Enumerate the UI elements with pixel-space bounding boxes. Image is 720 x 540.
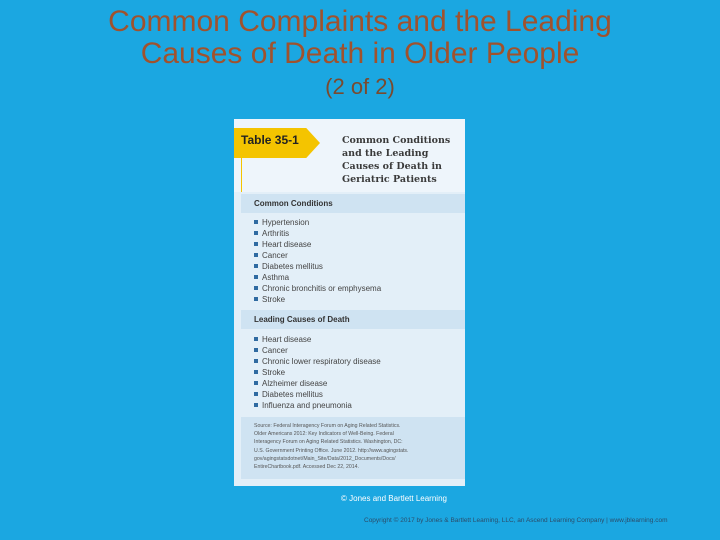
slide-title-line-2: Causes of Death in Older People: [140, 37, 580, 70]
table-accent-line: [241, 158, 242, 192]
list-item: Asthma: [234, 272, 465, 283]
copyright-footer: Copyright © 2017 by Jones & Bartlett Learning, LLC, an Ascend Learning Company | www.jblearning.com: [364, 517, 668, 524]
list-item: Arthritis: [234, 228, 465, 239]
leading-causes-list: [234, 334, 465, 411]
list-item: Stroke: [234, 367, 465, 378]
list-item: Alzheimer disease: [234, 378, 465, 389]
source-line: EntireChartbook.pdf. Accessed Dec 22, 2014.: [254, 464, 359, 471]
image-credit: © Jones and Bartlett Learning: [341, 494, 447, 503]
source-text: [254, 422, 454, 471]
list-item: Heart disease: [234, 239, 465, 250]
source-line: Interagency Forum on Aging Related Statistics. Washington, DC:: [254, 439, 403, 446]
list-item: Chronic lower respiratory disease: [234, 356, 465, 367]
table-heading-line: Common Conditions: [342, 135, 451, 146]
list-item: Cancer: [234, 250, 465, 261]
list-item: Cancer: [234, 345, 465, 356]
common-conditions-list: [234, 217, 465, 305]
source-line: U.S. Government Printing Office. June 2012. http://www.agingstats.: [254, 447, 409, 454]
list-item: Stroke: [234, 294, 465, 305]
table-heading-line: Causes of Death in: [342, 161, 442, 172]
source-line: Source: Federal Interagency Forum on Aging Related Statistics.: [254, 423, 401, 429]
list-item: Heart disease: [234, 334, 465, 345]
section-header-leading-causes: Leading Causes of Death: [241, 310, 465, 329]
table-heading-line: Geriatric Patients: [342, 174, 437, 185]
section-header-common-conditions: Common Conditions: [241, 194, 465, 213]
list-item: Diabetes mellitus: [234, 261, 465, 272]
slide-title: [0, 6, 720, 70]
slide-subtitle: (2 of 2): [325, 74, 395, 99]
list-item: Influenza and pneumonia: [234, 400, 465, 411]
list-item: Chronic bronchitis or emphysema: [234, 283, 465, 294]
list-item: Hypertension: [234, 217, 465, 228]
source-line: Older Americans 2012: Key Indicators of Well-Being. Federal: [254, 431, 394, 438]
table-figure: [234, 119, 465, 486]
source-note: [241, 417, 465, 479]
table-heading: [342, 134, 462, 186]
source-line: gov/agingstatsdotnet/Main_Site/Data/2012_Documents/Docs/: [254, 455, 396, 462]
table-label: Table 35-1: [241, 133, 299, 147]
table-header: [234, 119, 465, 192]
slide-title-line-1: Common Complaints and the Leading: [108, 5, 612, 38]
list-item: Diabetes mellitus: [234, 389, 465, 400]
table-heading-line: and the Leading: [342, 148, 429, 159]
